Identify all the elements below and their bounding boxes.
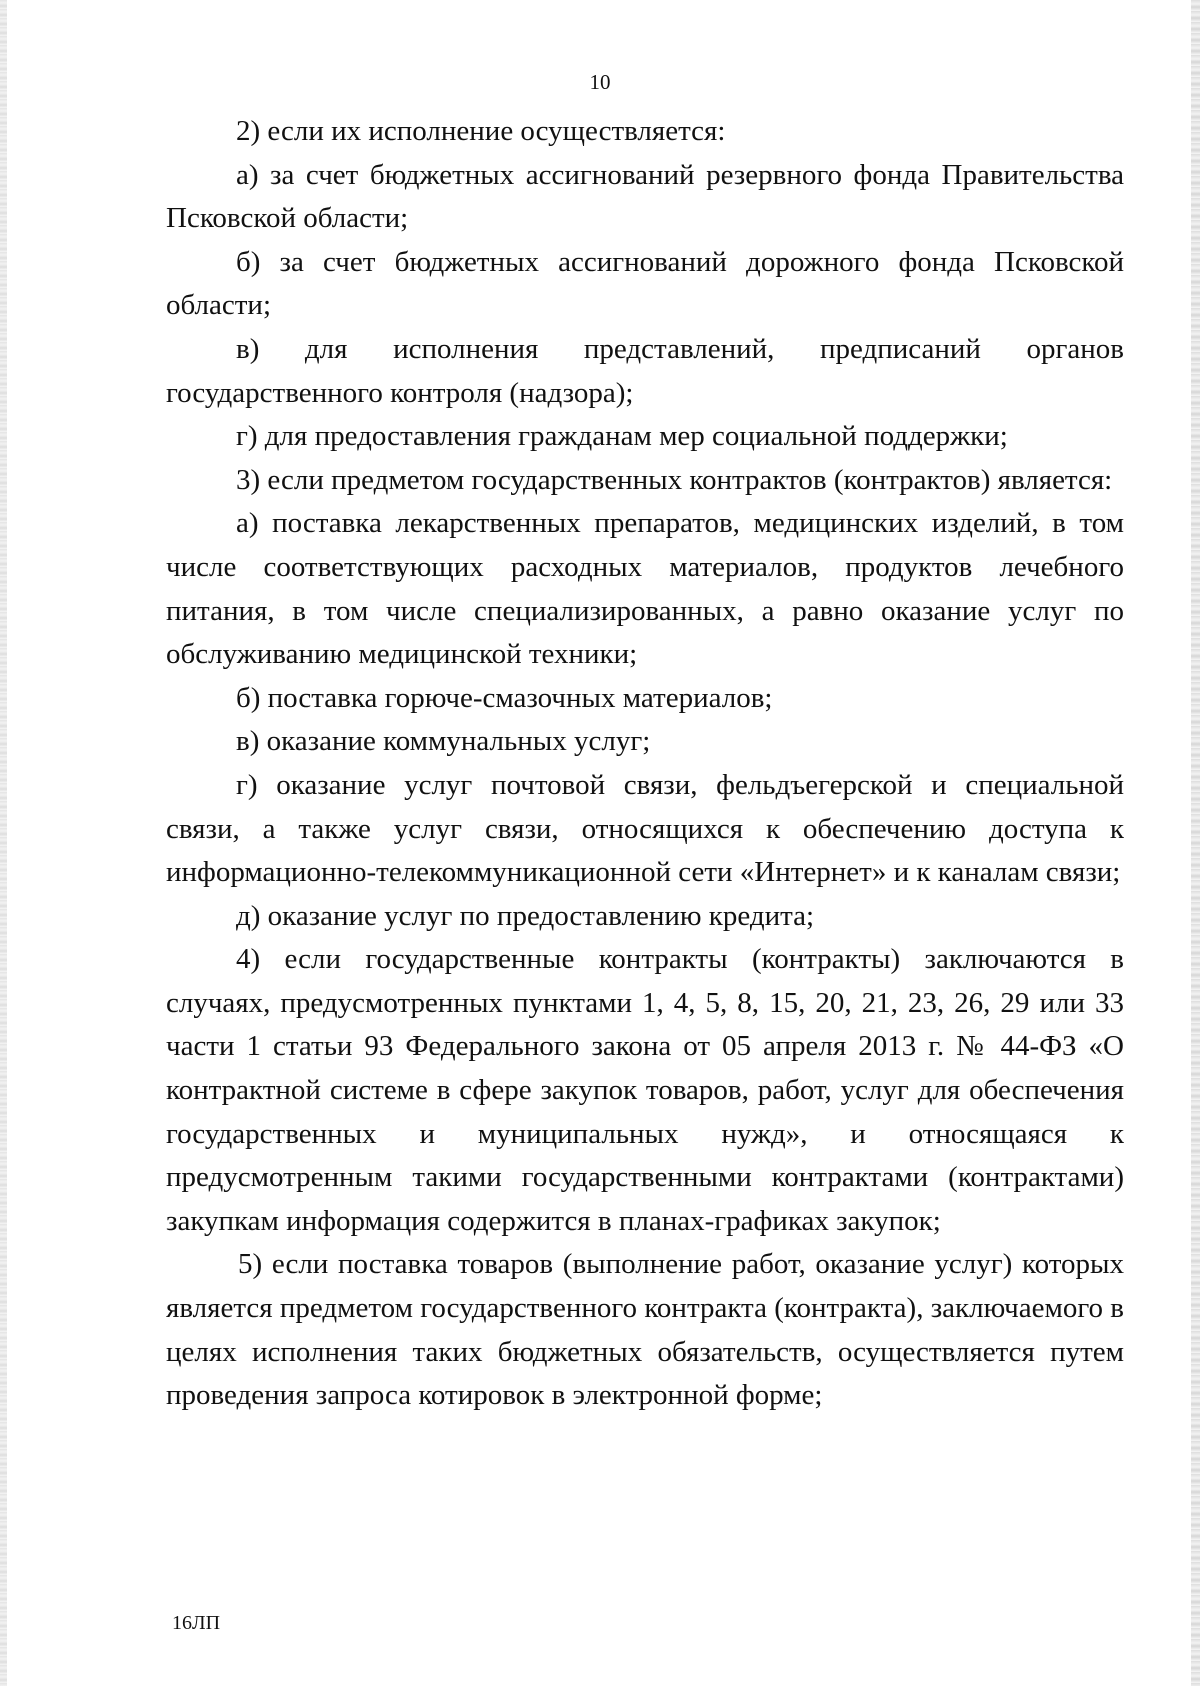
document-body: [166, 110, 1124, 1418]
paragraph-item-2: 2) если их исполнение осуществляется:: [236, 115, 726, 147]
page-number: 10: [589, 70, 611, 94]
scan-edge-right: [1191, 0, 1200, 1686]
paragraph-subitem-g: г) оказание услуг почтовой связи, фельдъегерской и специальной связи, а также услуг связи, относящихся к обеспечению доступа к информационно-телекоммуникационной сети «Интернет» и к каналам связи;: [166, 768, 1124, 889]
paragraph-item-5: 5) если поставка товаров (выполнение работ, оказание услуг) которых является предметом государственного контракта (контракта), заключаемого в целях исполнения таких бюджетных обязательств, осуществляется путем проведения запроса котировок в электронной форме;: [166, 1248, 1124, 1412]
paragraph-subitem-g: г) для предоставления гражданам мер социальной поддержки;: [236, 420, 1008, 453]
paragraph-subitem-a: а) поставка лекарственных препаратов, медицинских изделий, в том числе соответствующих расходных материалов, продуктов лечебного питания, в том числе специализированных, а равно оказание услуг по обслуживанию медицинской техники;: [166, 507, 1124, 671]
paragraph-subitem-d: д) оказание услуг по предоставлению кредита;: [236, 899, 815, 932]
footer-document-code: 16ЛП: [172, 1612, 221, 1634]
paragraph-subitem-b: б) за счет бюджетных ассигнований дорожного фонда Псковской области;: [166, 245, 1124, 322]
scan-edge-left: [0, 0, 7, 1686]
paragraph-subitem-v: в) оказание коммунальных услуг;: [236, 725, 651, 758]
paragraph-item-3: 3) если предметом государственных контрактов (контрактов) является:: [236, 463, 1113, 496]
paragraph-subitem-b: б) поставка горюче-смазочных материалов;: [236, 681, 773, 714]
paragraph-subitem-a: а) за счет бюджетных ассигнований резервного фонда Правительства Псковской области;: [166, 158, 1124, 235]
paragraph-subitem-v: в) для исполнения представлений, предписаний органов государственного контроля (надзора);: [166, 332, 1124, 409]
paragraph-item-4: 4) если государственные контракты (контракты) заключаются в случаях, предусмотренных пунктами 1, 4, 5, 8, 15, 20, 21, 23, 26, 29 или 33 части 1 статьи 93 Федерального закона от 05 апреля 2013 г. № 44-ФЗ «О контрактной системе в сфере закупок товаров, работ, услуг для обеспечения государственных и муниципальных нужд», и относящаяся к предусмотренным такими государственными контрактами (контрактами) закупкам информация содержится в планах-графиках закупок;: [166, 943, 1124, 1237]
